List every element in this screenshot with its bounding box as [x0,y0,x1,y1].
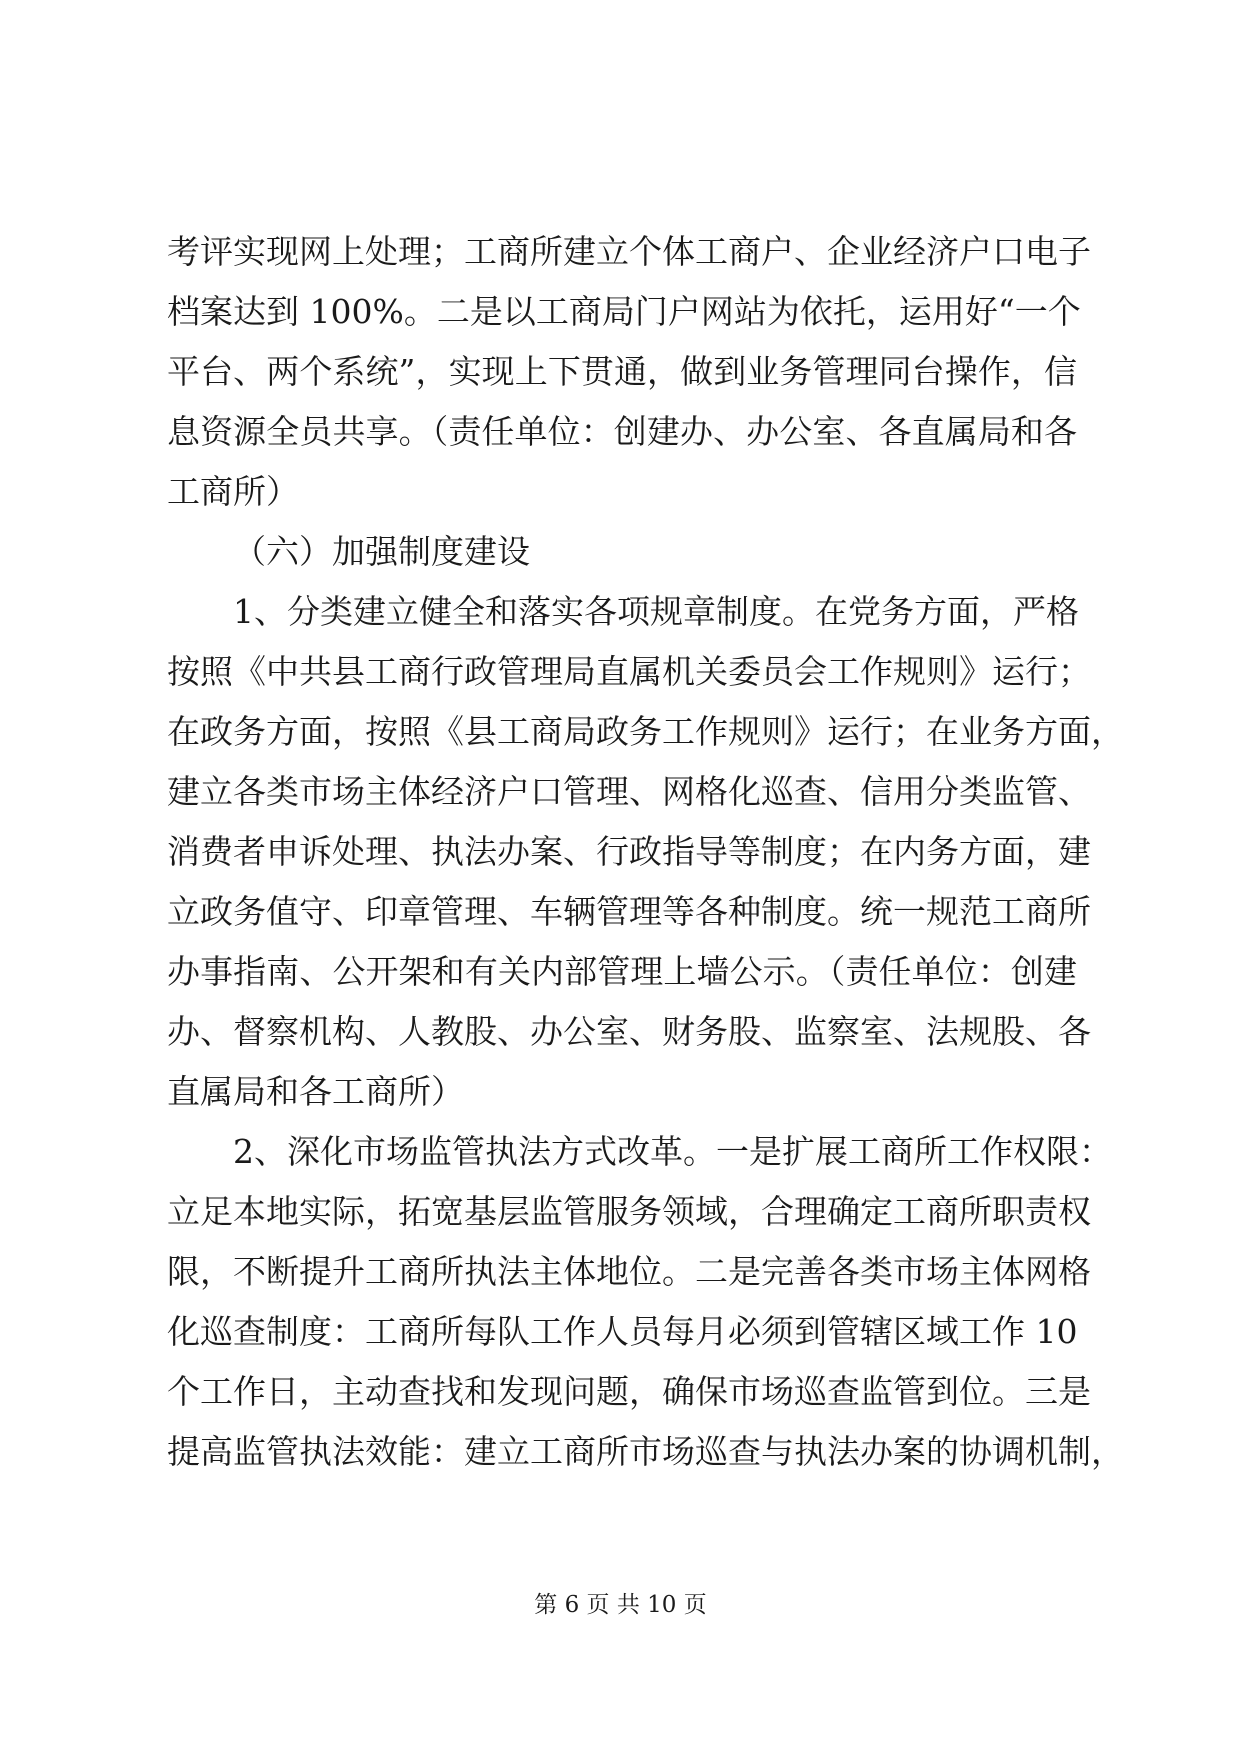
text-line-3: 平台、两个系统”，实现上下贯通，做到业务管理同台操作，信 [167,352,1077,391]
paragraph-2-line-3: 限，不断提升工商所执法主体地位。二是完善各类市场主体网格 [167,1252,1091,1291]
paragraph-1-line-1: 1、分类建立健全和落实各项规章制度。在党务方面，严格 [233,592,1079,631]
paragraph-2-line-6: 提高监管执法效能：建立工商所市场巡查与执法办案的协调机制， [167,1432,1124,1471]
paragraph-1-line-6: 立政务值守、印章管理、车辆管理等各种制度。统一规范工商所 [167,892,1091,931]
paragraph-1-line-2: 按照《中共县工商行政管理局直属机关委员会工作规则》运行； [167,652,1091,691]
text-line-5: 工商所） [167,472,299,511]
text-line-4: 息资源全员共享。（责任单位：创建办、办公室、各直属局和各 [167,412,1077,451]
text-line-1: 考评实现网上处理；工商所建立个体工商户、企业经济户口电子 [167,232,1091,271]
paragraph-1-line-4: 建立各类市场主体经济户口管理、网格化巡查、信用分类监管、 [167,772,1091,811]
paragraph-2-line-5: 个工作日，主动查找和发现问题，确保市场巡查监管到位。三是 [167,1372,1091,1411]
paragraph-2-line-4: 化巡查制度：工商所每队工作人员每月必须到管辖区域工作 10 [167,1312,1078,1351]
paragraph-1-line-3: 在政务方面，按照《县工商局政务工作规则》运行；在业务方面， [167,712,1124,751]
section-heading: （六）加强制度建设 [233,532,530,571]
text-line-2: 档案达到 100%。二是以工商局门户网站为依托，运用好“一个 [167,292,1081,331]
paragraph-1-line-8: 办、督察机构、人教股、办公室、财务股、监察室、法规股、各 [167,1012,1091,1051]
paragraph-1-line-5: 消费者申诉处理、执法办案、行政指导等制度；在内务方面，建 [167,832,1091,871]
paragraph-1-line-7: 办事指南、公开架和有关内部管理上墙公示。（责任单位：创建 [167,952,1077,991]
page-number-footer: 第 6 页 共 10 页 [534,1592,707,1618]
paragraph-2-line-1: 2、深化市场监管执法方式改革。一是扩展工商所工作权限： [233,1132,1112,1171]
paragraph-1-line-9: 直属局和各工商所） [167,1072,464,1111]
paragraph-2-line-2: 立足本地实际，拓宽基层监管服务领域，合理确定工商所职责权 [167,1192,1091,1231]
